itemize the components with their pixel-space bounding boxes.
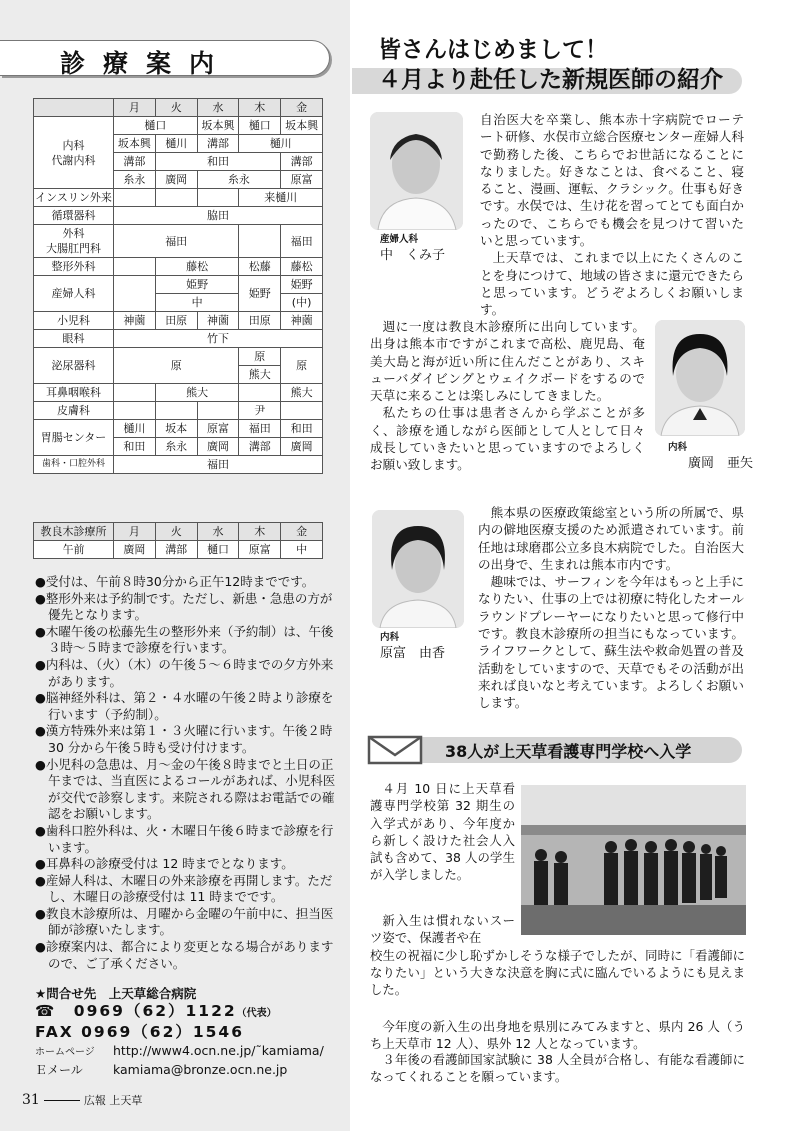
table-cell: 熊大: [239, 366, 281, 384]
contact-tel: [35, 1002, 345, 1023]
notes-list: [35, 574, 340, 972]
table-cell: 原: [239, 348, 281, 366]
section-header-nursing: [367, 733, 742, 765]
paragraph: 今年度の新入生の出身地を県別にみてみますと、県内 26 人（うち上天草市 12 人）、県外 12 人となっています。: [370, 1019, 745, 1051]
table-cell: 廣岡: [197, 438, 239, 456]
table-row: [34, 225, 323, 258]
kyoragi-label: 教良木診療所: [34, 523, 114, 541]
table-cell: 中: [281, 541, 323, 559]
table-header-row: [34, 523, 323, 541]
table-cell: 福田: [281, 225, 323, 258]
table-row: [34, 189, 323, 207]
table-row: [34, 276, 323, 294]
list-item: ● 診療案内は、都合により変更となる場合がありますので、ご了承ください。: [35, 939, 340, 972]
table-cell: 福田: [114, 225, 239, 258]
table-cell: 姫野: [155, 276, 239, 294]
table-cell: 溝部: [239, 438, 281, 456]
day-mon: 月: [114, 523, 156, 541]
list-item: ● 産婦人科は、木曜日の外来診療を再開します。ただし、木曜日の診療受付は 11 時までです。: [35, 873, 340, 906]
page-title: 診療案内: [60, 49, 233, 78]
paragraph: 趣味では、サーフィンを今年はもっと上手になりたい、仕事の上では初療に特化したオールラウンドプレーヤーになりたいと思って修行中です。教良木診療所の担当にもなっています。ライフワークとして、蘇生法や救命処置の普及活動をしていますので、天草でもその活動が出来れば良いなと考えています。よろしくお願いします。: [478, 574, 744, 711]
table-cell: 熊大: [281, 384, 323, 402]
table-row: [34, 348, 323, 366]
doctor-dept: 内科: [668, 442, 688, 453]
headline-line-1: 皆さんはじめまして！: [378, 37, 608, 63]
table-cell: 熊大: [155, 384, 239, 402]
phone-number: ☎ 0969（62）1122: [35, 1002, 237, 1020]
dept-insulin: インスリン外来: [34, 189, 114, 207]
table-cell: 来樋川: [239, 189, 323, 207]
table-row: [34, 258, 323, 276]
dept-seikei: 整形外科: [34, 258, 114, 276]
table-cell: 藤松: [281, 258, 323, 276]
contact-block: [35, 986, 345, 1079]
paragraph: 自治医大を卒業し、熊本赤十字病院でローテート研修、水俣市立総合医療センター産婦人科で勤務した後、こちらでお世話になることになりました。好きなことは、食べること、寝ること、漫画、運転、クラシック。仕事も好きです。水俣では、生け花を習ってとても面白かったので、こちらでも機会を見つけて習いたいと思っています。: [480, 112, 744, 249]
table-cell: 原富: [197, 420, 239, 438]
list-item: ● 耳鼻科の診療受付は 12 時までとなります。: [35, 856, 340, 873]
paragraph: ３年後の看護師国家試験に 38 人全員が合格し、有能な看護師になってくれることを願っています。: [370, 1052, 745, 1084]
table-row: [34, 420, 323, 438]
table-row: [34, 384, 323, 402]
table-cell: 原富: [281, 171, 323, 189]
table-cell: 坂本興: [114, 135, 156, 153]
table-cell: 廣岡: [114, 541, 156, 559]
table-row: [34, 402, 323, 420]
homepage-label: ホームページ: [35, 1047, 95, 1058]
table-row: [34, 117, 323, 135]
table-cell: 神薗: [197, 312, 239, 330]
email-label: Ｅメール: [35, 1063, 83, 1077]
table-cell: 樋川: [155, 135, 197, 153]
contact-title: ★問合せ先 上天草総合病院: [35, 986, 197, 1001]
publication-name: 広報 上天草: [83, 1094, 143, 1107]
table-cell: 坂本興: [197, 117, 239, 135]
list-item: ● 内科は、（火）（木）の午後５〜６時までの夕方外来があります。: [35, 657, 340, 690]
paragraph: 私たちの仕事は患者さんから学ぶことが多く、診療を通しながら医師として人として日々成長していきたいと思っていますのでよろしくお願い致します。: [370, 405, 645, 473]
table-cell: 樋川: [114, 420, 156, 438]
list-item: ● 整形外来は予約制です。ただし、新患・急患の方が優先となります。: [35, 591, 340, 624]
list-item: ● 脳神経外科は、第２・４水曜の午後２時より診療を行います（予約制）。: [35, 690, 340, 723]
table-cell: 姫野: [281, 276, 323, 294]
doctor-name: 廣岡 亜矢: [688, 456, 754, 471]
table-cell: 樋口: [114, 117, 198, 135]
row-label: 午前: [34, 541, 114, 559]
table-cell: 樋川: [239, 135, 323, 153]
list-item: ● 小児科の急患は、月〜金の午後８時までと土日の正午までは、当直医によるコールがあれば、小児科医が交代で診察します。来院される際はお電話での確認をお願いします。: [35, 757, 340, 823]
table-row: [34, 207, 323, 225]
dept-geka: 外科 大腸肛門科: [34, 225, 114, 258]
paragraph: 上天草では、これまで以上にたくさんのことを身につけて、地域の皆さまに還元できたらと思っています。どうぞよろしくお願いします。: [480, 250, 744, 318]
table-cell: 廣岡: [155, 171, 197, 189]
table-cell: 姫野: [239, 276, 281, 312]
table-cell: 原: [114, 348, 239, 384]
contact-email: [35, 1061, 345, 1079]
list-item: ● 木曜午後の松藤先生の整形外来（予約制）は、午後３時〜５時まで診療を行います。: [35, 624, 340, 657]
dept-ichou: 胃腸センター: [34, 420, 114, 456]
table-cell: 廣岡: [281, 438, 323, 456]
page-number: 31: [22, 1092, 40, 1108]
table-cell: 和田: [155, 153, 280, 171]
paragraph: ４月 10 日に上天草看護専門学校第 32 期生の入学式があり、今年度から新しく設けた社会人入試も含めて、38 人の学生が入学しました。: [370, 781, 515, 883]
article-body: [370, 912, 745, 998]
table-cell: 竹下: [114, 330, 323, 348]
dept-hinyo: 泌尿器科: [34, 348, 114, 384]
table-cell: 田原: [239, 312, 281, 330]
dept-shika: 歯科・口腔外科: [34, 456, 114, 474]
day-fri: 金: [281, 523, 323, 541]
doctor-caption-2: [668, 440, 753, 472]
contact-homepage: [35, 1042, 345, 1061]
day-thu: 木: [239, 523, 281, 541]
tel-note: （代表）: [236, 1008, 277, 1019]
article-tail: [370, 1019, 745, 1085]
contact-fax: FAX 0969（62）1546: [35, 1023, 245, 1041]
list-item: ● 歯科口腔外科は、火・木曜日午後６時まで診療を行います。: [35, 823, 340, 856]
table-cell: 糸永: [197, 171, 281, 189]
day-mon: 月: [114, 99, 156, 117]
section-title-tab: [0, 40, 330, 76]
schedule-table: [33, 98, 323, 474]
table-cell: 溝部: [197, 135, 239, 153]
dept-ganka: 眼科: [34, 330, 114, 348]
paragraph: 週に一度は教良木診療所に出向しています。出身は熊本市ですがこれまで高松、鹿児島、奄美大島と海が近い所に住んだことがあり、スキューバダイビングとウェイクボードをするので天草に来ることは楽しみにしてきました。: [370, 319, 645, 404]
kyoragi-table: [33, 522, 323, 559]
doctor-intro-3: [370, 504, 744, 712]
table-cell: 中: [155, 294, 239, 312]
table-cell: 和田: [114, 438, 156, 456]
doctor-photo-2: [655, 320, 745, 436]
table-row: [34, 456, 323, 474]
dept-shoni: 小児科: [34, 312, 114, 330]
dept-naika: 内科 代謝内科: [34, 117, 114, 189]
day-wed: 水: [197, 99, 239, 117]
table-cell: 溝部: [155, 541, 197, 559]
table-header-row: [34, 99, 323, 117]
dept-hifu: 皮膚科: [34, 402, 114, 420]
dept-jibi: 耳鼻咽喉科: [34, 384, 114, 402]
paragraph: 新入生は慣れないスーツ姿で、保護者や在: [370, 913, 515, 946]
dept-sanfu: 産婦人科: [34, 276, 114, 312]
table-row: [34, 330, 323, 348]
table-cell: 神薗: [114, 312, 156, 330]
day-tue: 火: [155, 523, 197, 541]
list-item: ● 漢方特殊外来は第１・３火曜に行います。午後２時 30 分から午後５時も受け付けます。: [35, 723, 340, 756]
doctor-name: 原富 由香: [380, 646, 446, 661]
doctor-intro-1: [370, 111, 744, 319]
table-cell: 糸永: [114, 171, 156, 189]
day-wed: 水: [197, 523, 239, 541]
table-cell: 原: [281, 348, 323, 384]
section-title: 38人が上天草看護専門学校へ入学: [445, 742, 692, 761]
doctor-dept: 産婦人科: [380, 234, 419, 245]
table-cell: 藤松: [155, 258, 239, 276]
article-para-1: [370, 780, 515, 884]
list-item: ● 受付は、午前８時30分から正午12時までです。: [35, 574, 340, 591]
doctor-dept: 内科: [380, 632, 400, 643]
table-cell: 田原: [155, 312, 197, 330]
homepage-link[interactable]: http://www4.ocn.ne.jp/˜kamiama/: [113, 1043, 324, 1058]
paragraph-continued: 校生の祝福に少し恥ずかしそうな様子でしたが、同時に「看護師になりたい」という大きな決意を胸に式に臨んでいるようにも見えました。: [370, 947, 745, 998]
table-cell: 溝部: [281, 153, 323, 171]
table-cell: 松藤: [239, 258, 281, 276]
doctor-name: 中 くみ子: [380, 248, 446, 263]
page-footer: [22, 1092, 142, 1108]
headline-line-2: ４月より赴任した新規医師の紹介: [378, 67, 723, 93]
table-cell: 樋口: [239, 117, 281, 135]
headline: [378, 35, 723, 95]
table-cell: 坂本興: [281, 117, 323, 135]
table-cell: (中): [281, 294, 323, 312]
dept-junkan: 循環器科: [34, 207, 114, 225]
email-link[interactable]: kamiama@bronze.ocn.ne.jp: [113, 1062, 288, 1077]
doctor-intro-2: [370, 318, 645, 474]
table-cell: 尹: [239, 402, 281, 420]
envelope-icon: [367, 733, 427, 767]
table-cell: 坂本: [155, 420, 197, 438]
day-fri: 金: [281, 99, 323, 117]
table-cell: 樋口: [197, 541, 239, 559]
paragraph: 熊本県の医療政策総室という所の所属で、県内の僻地医療支援のため派遣されています。前任地は球磨郡公立多良木病院でした。自治医大の出身で、生まれは熊本市内です。: [478, 505, 744, 572]
list-item: ● 教良木診療所は、月曜から金曜の午前中に、担当医師が診療いたします。: [35, 906, 340, 939]
table-row: [34, 312, 323, 330]
table-row: [34, 541, 323, 559]
table-cell: 原富: [239, 541, 281, 559]
table-cell: 糸永: [155, 438, 197, 456]
table-cell: 福田: [239, 420, 281, 438]
table-cell: 脇田: [114, 207, 323, 225]
day-tue: 火: [155, 99, 197, 117]
day-thu: 木: [239, 99, 281, 117]
table-cell: 神薗: [281, 312, 323, 330]
table-cell: 和田: [281, 420, 323, 438]
table-cell: 溝部: [114, 153, 156, 171]
portrait-icon: [655, 320, 745, 436]
table-cell: 福田: [114, 456, 323, 474]
